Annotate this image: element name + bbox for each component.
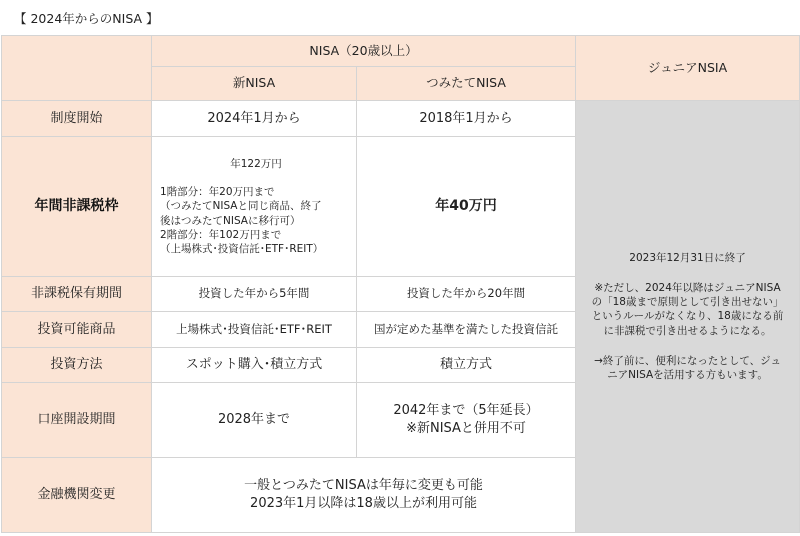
row-label-institution-change: 金融機関変更 [2, 458, 152, 533]
row-label-account-period: 口座開設期間 [2, 383, 152, 458]
new-nisa-method: スポット購入･積立方式 [152, 348, 357, 383]
nisa-comparison-table [1, 35, 800, 533]
row-label-holding-period: 非課税保有期間 [2, 277, 152, 312]
junior-note: ※ただし、2024年以降はジュニアNISA の「18歳まで原則として引き出せない」 というルールがなくなり、18歳になる前 に非課税で引き出せるようになる。 [591, 282, 784, 337]
corner-header-cell [2, 36, 152, 101]
junior-extra-note: →終了前に、便利になったとして、ジュ ニアNISAを活用する方もいます。 [594, 354, 781, 381]
row-label-annual-limit: 年間非課税枠 [2, 137, 152, 277]
new-nisa-holding-period: 投資した年から5年間 [152, 277, 357, 312]
junior-end-text: 2023年12月31日に終了 [629, 251, 746, 264]
junior-nisa-info [576, 101, 800, 533]
new-nisa-total-limit: 年122万円 [230, 157, 282, 170]
junior-nisa-header: ジュニアNSIA [576, 36, 800, 101]
new-nisa-start: 2024年1月から [152, 101, 357, 137]
tsumitate-holding-period: 投資した年から20年間 [357, 277, 576, 312]
tsumitate-account-period: 2042年まで（5年延長） ※新NISAと併用不可 [357, 383, 576, 458]
row-label-start: 制度開始 [2, 101, 152, 137]
new-nisa-annual-limit: 年122万円 1階部分：年20万円まで （つみたてNISAと同じ商品、終了 後はつみたてNISAに移行可） 2階部分：年102万円まで （上場株式･投資信託･ETF･REIT） [152, 137, 357, 277]
tsumitate-annual-limit: 年40万円 [357, 137, 576, 277]
new-nisa-products: 上場株式･投資信託･ETF･REIT [152, 312, 357, 348]
institution-change-value: 一般とつみたてNISAは年毎に変更も可能 2023年1月以降は18歳以上が利用可能 [152, 458, 576, 533]
new-nisa-header: 新NISA [152, 67, 357, 101]
page-title: 【 2024年からのNISA 】 [14, 11, 159, 26]
row-label-products: 投資可能商品 [2, 312, 152, 348]
tsumitate-method: 積立方式 [357, 348, 576, 383]
tsumitate-start: 2018年1月から [357, 101, 576, 137]
tsumitate-nisa-header: つみたてNISA [357, 67, 576, 101]
tsumitate-products: 国が定めた基準を満たした投資信託 [357, 312, 576, 348]
row-label-method: 投資方法 [2, 348, 152, 383]
nisa-group-header: NISA（20歳以上） [152, 36, 576, 67]
new-nisa-account-period: 2028年まで [152, 383, 357, 458]
